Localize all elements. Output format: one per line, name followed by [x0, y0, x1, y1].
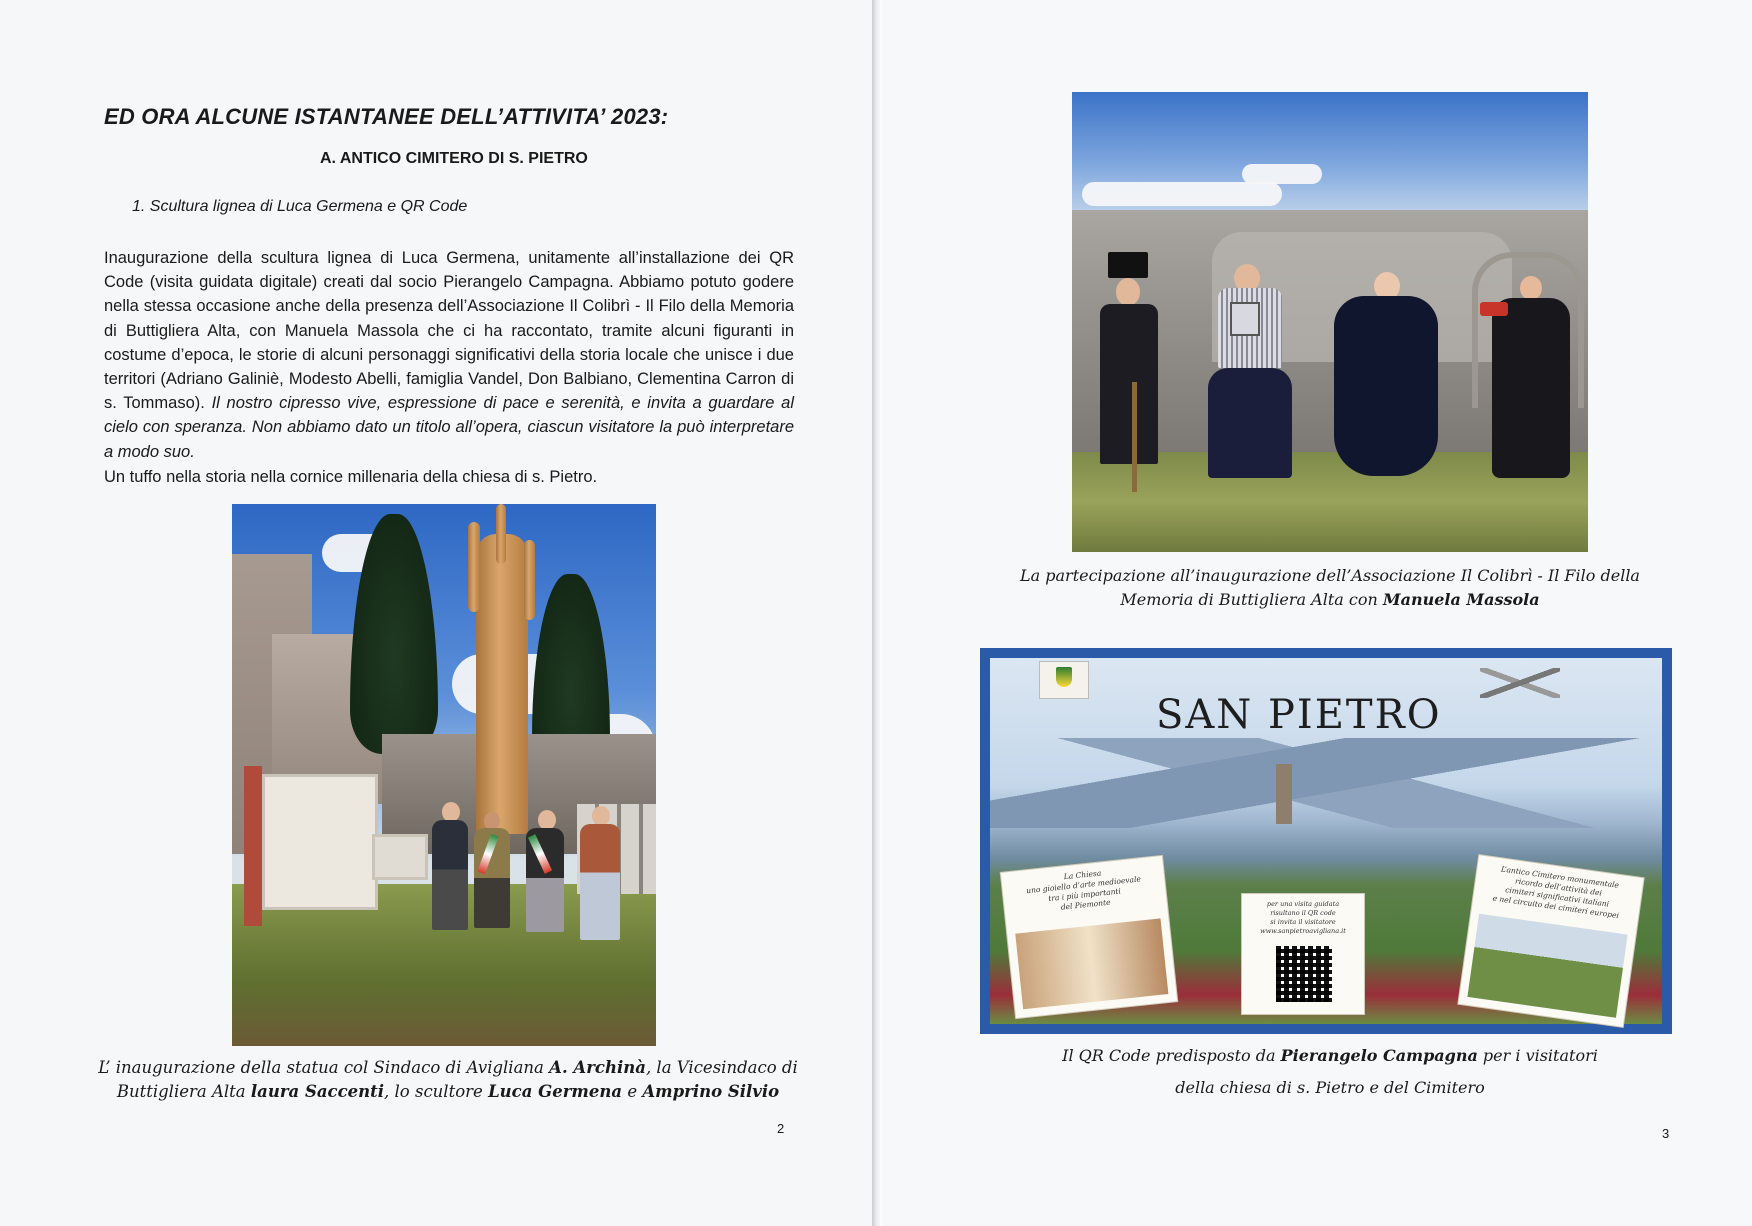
body-italic-text: Il nostro cipresso vive, espressione di pace e serenità, e invita a guardare al cielo con speranza. Non abbiamo dato un titolo all’opera, ciascun visitatore la può interpretare a modo suo.: [104, 394, 795, 461]
widow-figure: [1334, 296, 1438, 476]
right-page: [882, 0, 1752, 1226]
caption-text: , lo scultore: [384, 1082, 489, 1101]
cloud: [1242, 164, 1322, 184]
body-plain-text: Inaugurazione della scultura lignea di Luca Germena, unitamente all’installazione dei QR Code (visita guidata digitale) creati dal socio Pierangelo Campagna. Abbiamo potuto godere nella stessa occasione anche della presenza dell’Associazione Il Colibrì - Il Filo della Memoria di Buttigliera Alta, con Manuela Massola che ci ha raccontato, tramite alcuni figuranti in costume d’epoca, le storie di alcuni personaggi significativi della storia locale che unisce i due territori (Adriano Galiniè, Modesto Abelli, famiglia Vandel, Don Balbiano, Clementina Carron di s. Tommaso).: [104, 249, 794, 413]
qr-caption-line2: della chiesa di s. Pietro e del Cimitero: [1175, 1078, 1485, 1097]
costume-photo: [1072, 92, 1588, 552]
body-paragraph: [104, 246, 794, 464]
plaque-pillar: [244, 766, 262, 926]
cemetery-card: [1458, 855, 1643, 1027]
person-head: [442, 802, 460, 822]
cemetery-card-text: L’antico Cimitero monumentale ricordo dell’attività dei cimiteri significativi italiani e nel circuito dei cimiteri europei: [1492, 864, 1620, 921]
info-panel: [372, 834, 428, 880]
sculpture-photo: [232, 504, 656, 1046]
sculpture-arm: [524, 540, 535, 620]
church-interior-photo: [1015, 918, 1168, 1009]
closing-line: Un tuffo nella storia nella cornice millenaria della chiesa di s. Pietro.: [104, 468, 598, 486]
gentleman-figure: [1100, 304, 1158, 464]
qr-code-icon[interactable]: [1276, 946, 1332, 1002]
sculpture-arm: [468, 522, 480, 612]
abbey-logo: [1480, 668, 1560, 698]
cemetery-photo: [1467, 914, 1627, 1018]
cloud: [1082, 182, 1282, 206]
person: [580, 824, 620, 940]
mountains: [990, 738, 1662, 828]
left-page: [0, 0, 872, 1226]
walking-cane: [1132, 382, 1137, 492]
qr-poster: [980, 648, 1672, 1034]
top-hat: [1108, 252, 1148, 278]
poster-title: SAN PIETRO: [1156, 692, 1442, 738]
caption-name-author: Pierangelo Campagna: [1280, 1046, 1478, 1065]
person: [432, 820, 468, 930]
page-number: 3: [1662, 1126, 1670, 1141]
wooden-sculpture: [476, 534, 528, 834]
qr-card-text: per una visita guidata risultano il QR code si invita il visitatore www.sanpietroavigliana.it: [1260, 900, 1346, 935]
caption-name-sculptor: Luca Germena: [488, 1082, 623, 1101]
storyteller-figure: [1492, 298, 1570, 478]
caption-name-mayor: A. Archinà: [549, 1058, 646, 1077]
document-title: ED ORA ALCUNE ISTANTANEE DELL’ATTIVITA’ 2023:: [104, 104, 669, 129]
caption-text: Il QR Code predisposto da: [1062, 1046, 1281, 1065]
person-head: [1520, 276, 1542, 300]
costume-caption: [982, 564, 1678, 612]
caption-text: per i visitatori: [1477, 1046, 1598, 1065]
caption-name-narrator: Manuela Massola: [1382, 590, 1540, 609]
lady-skirt: [1208, 368, 1292, 478]
person-head: [538, 810, 556, 830]
book-gutter: [872, 0, 882, 1226]
caption-text: , la Vicesindaco di Buttigliera Alta: [116, 1058, 798, 1101]
church-card: [1001, 856, 1177, 1018]
shield-icon: [1056, 667, 1072, 687]
caption-text: La partecipazione all’inaugurazione dell’Associazione Il Colibrì - Il Filo della Memoria di Buttigliera Alta con: [1020, 566, 1640, 609]
page-number: 2: [777, 1121, 785, 1136]
bell-tower: [1276, 764, 1292, 824]
caption-name-deputy-mayor: laura Saccenti: [250, 1082, 385, 1101]
megaphone: [1480, 302, 1508, 316]
subsection-title: 1. Scultura lignea di Luca Germena e QR Code: [132, 198, 468, 215]
caption-name-guest: Amprino Silvio: [642, 1082, 780, 1101]
person-head: [1116, 278, 1140, 306]
caption-text: L’ inaugurazione della statua col Sindaco di Avigliana: [98, 1058, 550, 1077]
caption-text: e: [622, 1082, 643, 1101]
qr-caption: [982, 1044, 1678, 1068]
church-card-text: La Chiesa uno gioiello d’arte medioevale tra i più importanti del Piemonte: [1025, 868, 1142, 912]
sculpture-caption: [88, 1056, 808, 1104]
qr-card: [1242, 894, 1364, 1014]
held-portrait: [1230, 302, 1260, 336]
person-head: [592, 806, 610, 826]
memorial-plaque: [262, 774, 378, 910]
sculpture-arm: [496, 504, 506, 564]
section-title: A. ANTICO CIMITERO DI S. PIETRO: [320, 150, 588, 167]
